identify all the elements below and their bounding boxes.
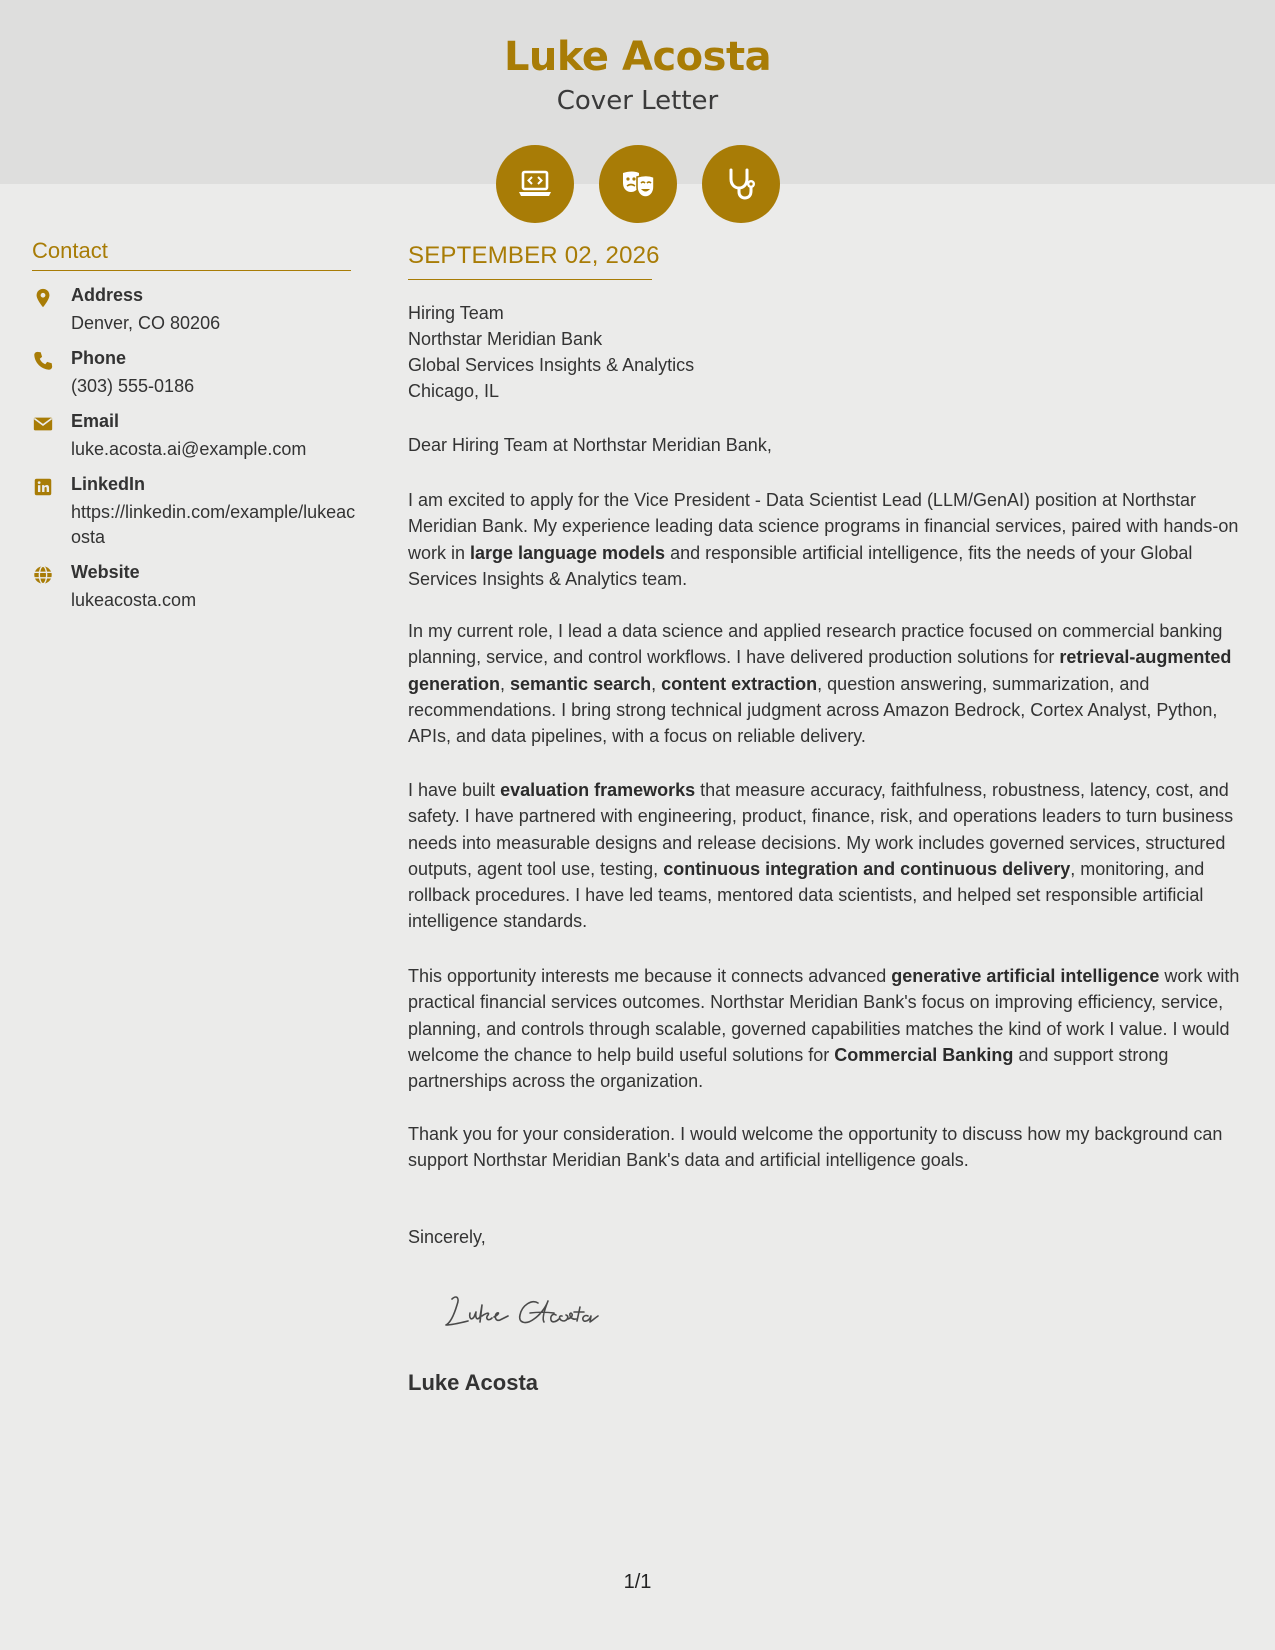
interest-icons xyxy=(496,145,780,223)
body-paragraph xyxy=(408,777,1248,935)
email-link[interactable]: luke.acosta.ai@example.com xyxy=(71,439,307,459)
envelope-icon xyxy=(32,413,54,435)
contact-label: Website xyxy=(71,562,140,582)
paragraph-text: , xyxy=(651,673,662,694)
emphasis-text: evaluation frameworks xyxy=(500,780,696,800)
recipient-line: Chicago, IL xyxy=(408,381,500,401)
contact-value: (303) 555-0186 xyxy=(71,376,195,396)
contact-label: Address xyxy=(71,285,144,305)
signer-name: Luke Acosta xyxy=(408,1370,539,1395)
paragraph-text: Thank you for your consideration. I would welcome the opportunity to discuss how my background can support Northstar Meridian Bank's data and artificial intelligence goals. xyxy=(408,1124,1223,1171)
contact-label: Phone xyxy=(71,348,127,368)
body-paragraph xyxy=(408,618,1248,749)
theater-masks-icon xyxy=(599,145,677,223)
recipient-line: Global Services Insights & Analytics xyxy=(408,355,695,375)
emphasis-text: generative artificial intelligence xyxy=(891,966,1160,986)
paragraph-text: and support strong partnerships across the organization. xyxy=(408,1044,1169,1092)
globe-icon xyxy=(32,564,54,586)
body-paragraph xyxy=(408,487,1248,592)
document-type: Cover Letter xyxy=(556,86,719,116)
paragraph-text: that measure accuracy, faithfulness, robustness, latency, cost, and safety. I have partnered with engineering, product, finance, risk, and operations leaders to turn business needs into measurable designs and release decisions. My work includes governed services, structured outputs, agent tool use, testing, xyxy=(408,780,1234,879)
map-pin-icon xyxy=(32,287,54,309)
contact-label: Email xyxy=(71,411,120,431)
phone-icon xyxy=(32,350,54,372)
linkedin-link[interactable]: https://linkedin.com/example/lukeacosta xyxy=(71,502,356,547)
laptop-code-icon xyxy=(496,145,574,223)
emphasis-text: Commercial Banking xyxy=(834,1044,1014,1065)
contact-divider xyxy=(32,270,351,271)
date-divider xyxy=(408,279,652,280)
recipient-line: Hiring Team xyxy=(408,303,504,323)
candidate-name: Luke Acosta xyxy=(503,34,772,80)
letter-date: SEPTEMBER 02, 2026 xyxy=(408,242,660,269)
website-link[interactable]: lukeacosta.com xyxy=(71,590,197,610)
stethoscope-icon xyxy=(702,145,780,223)
emphasis-text: large language models xyxy=(470,542,666,563)
paragraph-text: I have built xyxy=(408,780,501,800)
closing: Sincerely, xyxy=(408,1227,486,1247)
body-paragraph xyxy=(408,963,1248,1094)
paragraph-text: I am excited to apply for the Vice President - Data Scientist Lead (LLM/GenAI) position at Northstar Meridian Bank. My experience leading data science programs in financial services, paired with hands-on work in xyxy=(408,490,1239,563)
paragraph-text: In my current role, I lead a data science and applied research practice focused on commercial banking planning, service, and control workflows. I have delivered production solutions for xyxy=(408,621,1223,668)
linkedin-icon xyxy=(32,476,54,498)
recipient-block xyxy=(408,300,694,404)
paragraph-text: , monitoring, and rollback procedures. I have led teams, mentored data scientists, and helped set responsible artificial intelligence standards. xyxy=(408,858,1205,932)
emphasis-text: continuous integration and continuous delivery xyxy=(663,858,1071,879)
paragraph-text: , question answering, summarization, and recommendations. I bring strong technical judgment across Amazon Bedrock, Cortex Analyst, Python, APIs, and data pipelines, with a focus on reliable delivery. xyxy=(408,673,1218,747)
contact-value: Denver, CO 80206 xyxy=(71,313,221,333)
emphasis-text: content extraction xyxy=(661,673,818,694)
paragraph-text: , xyxy=(500,673,511,694)
salutation: Dear Hiring Team at Northstar Meridian Bank, xyxy=(408,435,772,455)
recipient-line: Northstar Meridian Bank xyxy=(408,329,603,349)
page-number: 1/1 xyxy=(623,1571,652,1593)
paragraph-text: work with practical financial services outcomes. Northstar Meridian Bank's focus on improving efficiency, service, planning, and controls through scalable, governed capabilities matches the kind of work I value. I would welcome the chance to help build useful solutions for xyxy=(408,966,1240,1065)
paragraph-text: and responsible artificial intelligence, fits the needs of your Global Services Insights & Analytics team. xyxy=(408,542,1193,589)
emphasis-text: semantic search xyxy=(510,673,652,694)
contact-heading: Contact xyxy=(32,238,108,263)
body-paragraph xyxy=(408,1121,1248,1174)
contact-label: LinkedIn xyxy=(71,474,146,494)
signature xyxy=(438,1285,638,1335)
paragraph-text: This opportunity interests me because it connects advanced xyxy=(408,966,892,986)
emphasis-text: retrieval-augmented generation xyxy=(408,647,1232,694)
